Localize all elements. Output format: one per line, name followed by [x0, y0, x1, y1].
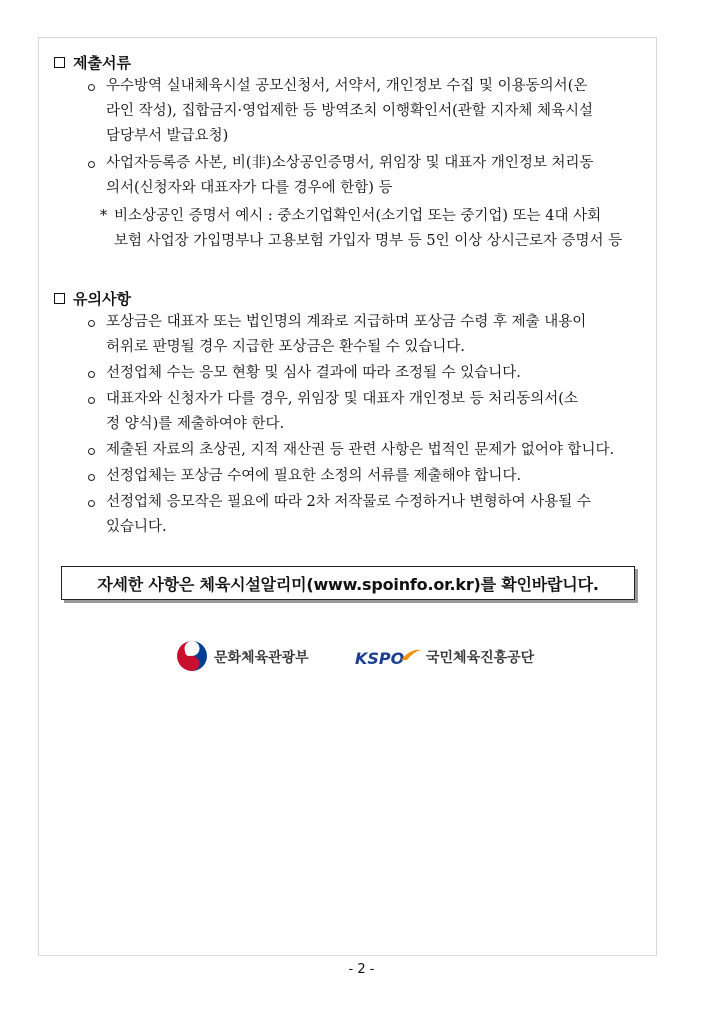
checkbox-square-icon: [54, 57, 65, 68]
text-line: 포상금은 대표자 또는 법인명의 계좌로 지급하며 포상금 수령 후 제출 내용이: [106, 314, 587, 330]
logo-row: [0, 640, 723, 674]
text-line: 대표자와 신청자가 다를 경우, 위임장 및 대표자 개인정보 등 처리동의서(소: [106, 391, 578, 407]
text-line: 우수방역 실내체육시설 공모신청서, 서약서, 개인정보 수집 및 이용동의서(온: [106, 78, 588, 94]
notice-box: [61, 566, 635, 600]
section-heading-notes: [54, 288, 131, 309]
circle-bullet-icon: [88, 371, 95, 378]
circle-bullet-icon: [88, 448, 95, 455]
circle-bullet-icon: [88, 500, 95, 507]
text-line: 선정업체 응모작은 필요에 따라 2차 저작물로 수정하거나 변형하여 사용될 수: [106, 494, 591, 510]
section-title: 유의사항: [73, 290, 131, 308]
circle-bullet-icon: [88, 161, 95, 168]
notice-text: 자세한 사항은 체육시설알리미(www.spoinfo.or.kr)를 확인바랍니다.: [97, 574, 599, 594]
kspo-name: 국민체육진흥공단: [426, 650, 535, 666]
text-line: 있습니다.: [106, 519, 167, 535]
text-line: 허위로 판명될 경우 지급한 포상금은 환수될 수 있습니다.: [106, 339, 466, 355]
page-number: - 2 -: [348, 962, 375, 977]
text-line: 보험 사업장 가입명부나 고용보험 가입자 명부 등 5인 이상 상시근로자 증명서 등: [114, 233, 623, 249]
text-line: 사업자등록증 사본, 비(非)소상공인증명서, 위임장 및 대표자 개인정보 처리동: [106, 155, 594, 171]
section-heading-documents: [54, 52, 131, 73]
text-line: 비소상공인 증명서 예시 : 중소기업확인서(소기업 또는 중기업) 또는 4대 사회: [114, 208, 602, 224]
section-title: 제출서류: [73, 54, 131, 72]
text-line: 의서(신청자와 대표자가 다를 경우에 한함) 등: [106, 180, 393, 196]
text-line: 담당부서 발급요청): [106, 128, 229, 144]
kspo-wordmark: KSPO: [355, 649, 405, 668]
circle-bullet-icon: [88, 84, 95, 91]
taegeuk-emblem-icon: [176, 640, 208, 672]
circle-bullet-icon: [88, 474, 95, 481]
text-line: 선정업체 수는 응모 현황 및 심사 결과에 따라 조정될 수 있습니다.: [106, 365, 521, 381]
text-line: 선정업체는 포상금 수여에 필요한 소정의 서류를 제출해야 합니다.: [106, 468, 522, 484]
mcst-name: 문화체육관광부: [214, 650, 309, 666]
text-line: 라인 작성), 집합금지·영업제한 등 방역조치 이행확인서(관할 지자체 체육시설: [106, 103, 594, 119]
text-line: 제출된 자료의 초상권, 지적 재산권 등 관련 사항은 법적인 문제가 없어야 합니다.: [106, 442, 615, 458]
checkbox-square-icon: [54, 293, 65, 304]
text-line: 정 양식)를 제출하여야 한다.: [106, 416, 285, 432]
circle-bullet-icon: [88, 397, 95, 404]
circle-bullet-icon: [88, 320, 95, 327]
kspo-logo-icon: [355, 644, 421, 670]
note-marker: *: [100, 208, 108, 224]
